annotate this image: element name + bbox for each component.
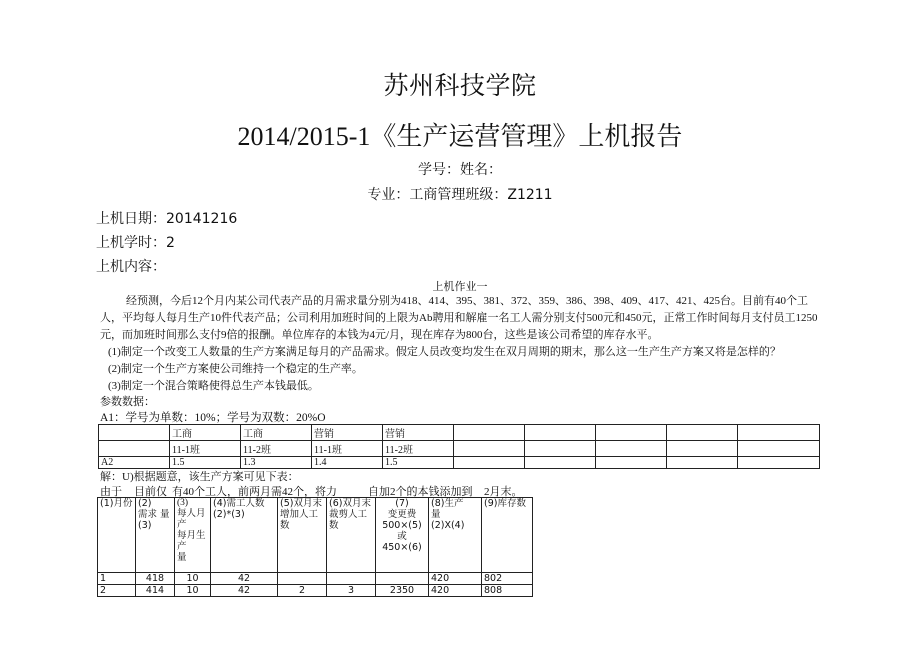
plan-cell: 420 (429, 573, 482, 585)
plan-table (97, 497, 533, 597)
report-title: 2014/2015-1《生产运营管理》上机报告 (237, 122, 683, 151)
param-cell: 11-1班 (170, 441, 241, 457)
question-3: (3)制定一个混合策略使得总生产本钱最低。 (108, 380, 319, 392)
param-row (99, 425, 820, 441)
param-cell: 1.5 (170, 457, 241, 469)
param-cell: 营销 (383, 425, 454, 441)
plan-header-cell: (2) 需求 量 (3) (136, 498, 175, 573)
param-cell: 1.4 (312, 457, 383, 469)
param-label: 参数数据： (100, 396, 155, 408)
line2-part: 由于 (100, 486, 122, 498)
param-cell: 工商 (241, 425, 312, 441)
param-cell (454, 457, 525, 469)
param-cell (454, 441, 525, 457)
plan-header-cell: (7) 变更费 500×(5)或 450×(6) (376, 498, 429, 573)
question-1: (1)制定一个改变工人数量的生产方案满足每月的产品需求。假定人员改变均发生在双月周期的期末，那么这一生产生产方案又将是怎样的？ (108, 346, 781, 358)
plan-row (98, 573, 533, 585)
param-cell (596, 457, 667, 469)
param-cell (667, 425, 738, 441)
student-line: 学号：姓名： (418, 162, 502, 178)
line2-part: 有40个工人，前两月需42个，将力 (172, 486, 337, 498)
param-cell (99, 425, 170, 441)
plan-cell: 3 (327, 585, 376, 597)
param-cell: 11-2班 (383, 441, 454, 457)
param-table (98, 424, 820, 469)
param-cell: A2 (99, 457, 170, 469)
param-cell: 1.5 (383, 457, 454, 469)
param-cell (667, 441, 738, 457)
plan-cell (278, 573, 327, 585)
solution-intro: 解：U)根据题意，该生产方案可见下表： (100, 471, 299, 483)
plan-cell: 2 (278, 585, 327, 597)
question-2: (2)制定一个生产方案使公司维持一个稳定的生产率。 (108, 363, 363, 375)
param-cell: 营销 (312, 425, 383, 441)
param-cell (525, 441, 596, 457)
plan-cell: 42 (211, 573, 278, 585)
plan-row (98, 585, 533, 597)
plan-header-cell: (6)双月末 裁剪人工 数 (327, 498, 376, 573)
date-line: 上机日期：20141216 (96, 211, 238, 227)
param-cell: 工商 (170, 425, 241, 441)
plan-cell: 10 (175, 585, 211, 597)
plan-cell: 414 (136, 585, 175, 597)
plan-header-cell: (1)月份 (98, 498, 136, 573)
plan-cell: 10 (175, 573, 211, 585)
major-line: 专业：工商管理班级：Z1211 (367, 187, 553, 203)
plan-cell: 1 (98, 573, 136, 585)
line2-part: 2月末。 (484, 486, 523, 498)
plan-header-cell: (9)库存数 (482, 498, 533, 573)
plan-cell: 418 (136, 573, 175, 585)
plan-header-cell: (3) 每人月产 每月生产 量 (175, 498, 211, 573)
param-cell: 1.3 (241, 457, 312, 469)
param-cell (525, 425, 596, 441)
param-cell (99, 441, 170, 457)
plan-cell: 802 (482, 573, 533, 585)
param-row (99, 441, 820, 457)
plan-cell: 2350 (376, 585, 429, 597)
param-cell (596, 425, 667, 441)
param-cell: 11-1班 (312, 441, 383, 457)
param-cell (738, 457, 820, 469)
param-cell (738, 441, 820, 457)
content-line: 上机内容： (96, 259, 166, 275)
school-title: 苏州科技学院 (383, 71, 537, 100)
plan-header-cell: (5)双月末 增加人工 数 (278, 498, 327, 573)
plan-cell: 42 (211, 585, 278, 597)
assignment-title: 上机作业一 (432, 281, 488, 293)
plan-cell: 420 (429, 585, 482, 597)
plan-cell (376, 573, 429, 585)
a1-line: A1：学号为单数：10%；学号为双数：20%O (100, 412, 326, 424)
plan-cell: 808 (482, 585, 533, 597)
assignment-paragraph: 经预测，今后12个月内某公司代表产品的月需求量分别为418、414、395、381、372、359、386、398、409、417、421、425台。目前有40个工人，平均每人每月生产10件代表产品；公司利用加班时间的上限为Ab聘用和解雇一名工人需分别支付500元和450元，正常工作时间每月支付员工1250元，而加班时间那么支付9倍的报酬。单位库存的本钱为4元/月，现在库存为800台，这些是该公司希望的库存水平。 (100, 295, 818, 341)
param-cell: 11-2班 (241, 441, 312, 457)
plan-header-cell: (8)生产 量 (2)X(4) (429, 498, 482, 573)
param-row (99, 457, 820, 469)
param-cell (738, 425, 820, 441)
plan-header-cell: (4)需工人数 (2)*(3) (211, 498, 278, 573)
plan-cell: 2 (98, 585, 136, 597)
param-cell (454, 425, 525, 441)
plan-header-row (98, 498, 533, 573)
line2-part: 目前仅 (134, 486, 167, 498)
hours-line: 上机学时：2 (96, 235, 175, 251)
param-cell (525, 457, 596, 469)
line2-part: 自加2个的本钱添加到 (368, 486, 473, 498)
param-cell (596, 441, 667, 457)
param-cell (667, 457, 738, 469)
plan-cell (327, 573, 376, 585)
